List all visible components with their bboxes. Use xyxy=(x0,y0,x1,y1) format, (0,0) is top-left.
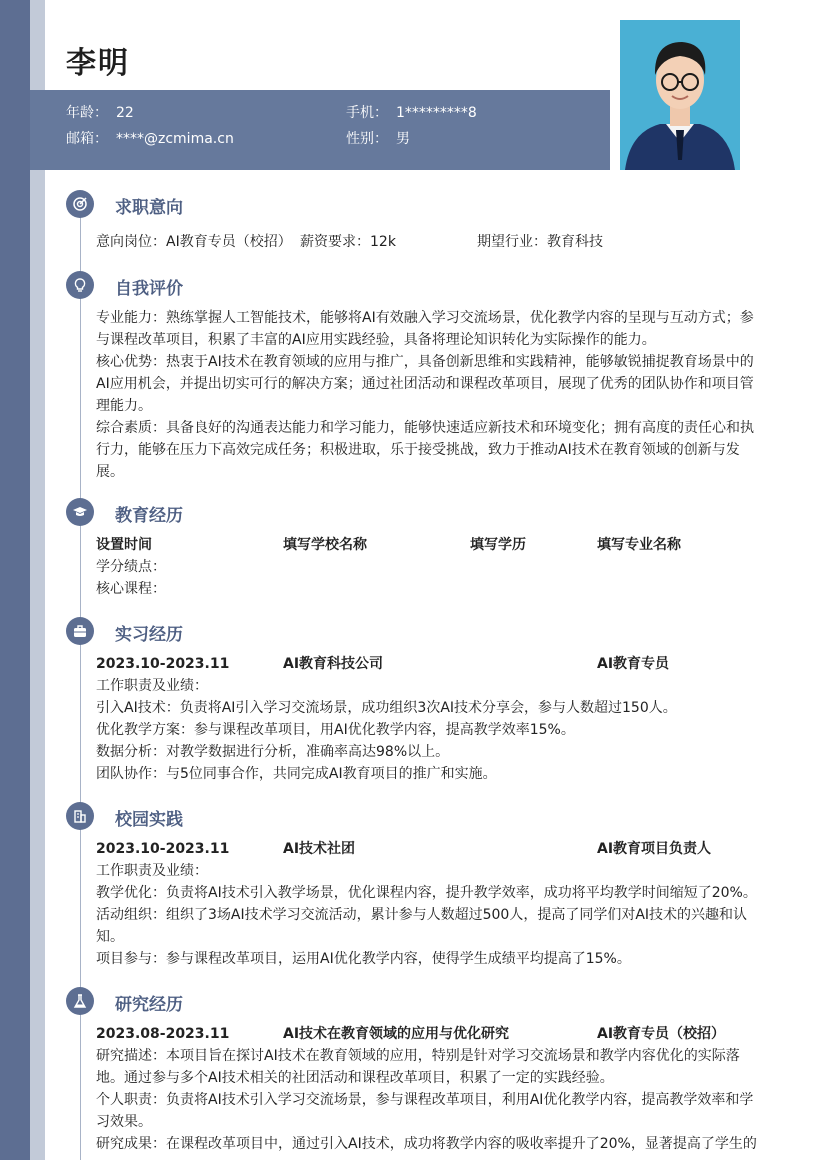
campus-line: 活动组织：组织了3场AI技术学习交流活动，累计参与人数超过500人，提高了同学们对AI技术的兴趣和认知。 xyxy=(96,907,748,945)
lightbulb-icon xyxy=(66,271,94,299)
section-title: 校园实践 xyxy=(115,810,183,830)
gender-value: 男 xyxy=(396,131,410,147)
section-campus-practice xyxy=(0,802,820,967)
section-title: 研究经历 xyxy=(115,995,183,1015)
profile-photo xyxy=(620,20,740,170)
internship-line: 引入AI技术：负责将AI引入学习交流场景，成功组织3次AI技术分享会，参与人数超过150人。 xyxy=(96,700,677,716)
intended-position: 意向岗位：AI教育专员（校招） xyxy=(96,234,292,250)
education-school: 填写学校名称 xyxy=(283,537,367,553)
campus-period: 2023.10-2023.11 xyxy=(96,841,230,857)
internship-line: 团队协作：与5位同事合作，共同完成AI教育项目的推广和实施。 xyxy=(96,766,497,782)
email-value: ****@zcmima.cn xyxy=(116,131,234,147)
section-title: 教育经历 xyxy=(115,506,183,526)
internship-period: 2023.10-2023.11 xyxy=(96,656,230,672)
research-topic: AI技术在教育领域的应用与优化研究 xyxy=(283,1026,510,1042)
phone-value: 1*********8 xyxy=(396,105,477,121)
email-label: 邮箱： xyxy=(66,131,108,147)
internship-line: 工作职责及业绩： xyxy=(96,678,208,694)
age-field xyxy=(66,102,134,122)
phone-label: 手机： xyxy=(346,105,388,121)
gender-field xyxy=(346,128,410,148)
campus-line: 工作职责及业绩： xyxy=(96,863,208,879)
internship-line: 数据分析：对教学数据进行分析，准确率高达98%以上。 xyxy=(96,744,450,760)
section-title: 自我评价 xyxy=(115,279,183,299)
flask-icon xyxy=(66,987,94,1015)
research-line: 研究成果：在课程改革项目中，通过引入AI技术，成功将教学内容的吸收率提升了20%，显著提高了学生的 xyxy=(96,1136,757,1152)
self-eval-paragraph: 核心优势：热衷于AI技术在教育领域的应用与推广，具备创新思维和实践精神，能够敏锐捕捉教育场景中的AI应用机会，并提出切实可行的解决方案；通过社团活动和课程改革项目，展现了优秀的团队协作和项目管理能力。 xyxy=(96,354,754,414)
education-major: 填写专业名称 xyxy=(597,537,681,553)
left-decor-strip xyxy=(30,0,45,1160)
self-eval-paragraph: 综合素质：具备良好的沟通表达能力和学习能力，能够快速适应新技术和环境变化；拥有高度的责任心和执行力，能够在压力下高效完成任务；积极进取，乐于接受挑战，致力于推动AI技术在教育领域的创新与发展。 xyxy=(96,420,754,480)
left-decor-bar xyxy=(0,0,30,1160)
internship-line: 优化教学方案：参与课程改革项目，用AI优化教学内容，提高教学效率15%。 xyxy=(96,722,575,738)
internship-company: AI教育科技公司 xyxy=(283,656,384,672)
self-eval-paragraph: 专业能力：熟练掌握人工智能技术，能够将AI有效融入学习交流场景，优化教学内容的呈现与互动方式；参与课程改革项目，积累了丰富的AI应用实践经验，具备将理论知识转化为实际操作的能力。 xyxy=(96,310,754,348)
section-research xyxy=(0,987,820,1152)
research-line: 个人职责：负责将AI技术引入学习交流场景，参与课程改革项目，利用AI优化教学内容，提高教学效率和学习效果。 xyxy=(96,1092,754,1130)
research-role: AI教育专员（校招） xyxy=(597,1026,726,1042)
section-job-intention xyxy=(0,190,820,250)
expected-industry: 期望行业：教育科技 xyxy=(477,234,603,250)
email-field xyxy=(66,128,234,148)
briefcase-icon xyxy=(66,617,94,645)
education-gpa: 学分绩点： xyxy=(96,559,166,575)
gender-label: 性别： xyxy=(346,131,388,147)
education-time: 设置时间 xyxy=(96,537,152,553)
campus-role: AI教育项目负责人 xyxy=(597,841,712,857)
target-icon xyxy=(66,190,94,218)
research-period: 2023.08-2023.11 xyxy=(96,1026,230,1042)
internship-role: AI教育专员 xyxy=(597,656,670,672)
campus-org: AI技术社团 xyxy=(283,841,356,857)
section-title: 求职意向 xyxy=(115,198,183,218)
section-internship xyxy=(0,617,820,782)
graduation-cap-icon xyxy=(66,498,94,526)
campus-line: 项目参与：参与课程改革项目，运用AI优化教学内容，使得学生成绩平均提高了15%。 xyxy=(96,951,631,967)
age-label: 年龄： xyxy=(66,105,108,121)
research-line: 研究描述：本项目旨在探讨AI技术在教育领域的应用，特别是针对学习交流场景和教学内容优化的实际落地。通过参与多个AI技术相关的社团活动和课程改革项目，积累了一定的实践经验。 xyxy=(96,1048,740,1086)
section-self-evaluation xyxy=(0,271,820,480)
section-education xyxy=(0,498,820,597)
education-courses: 核心课程： xyxy=(96,581,166,597)
phone-field xyxy=(346,102,477,122)
section-title: 实习经历 xyxy=(115,625,183,645)
campus-line: 教学优化：负责将AI技术引入教学场景，优化课程内容，提升教学效率，成功将平均教学时间缩短了20%。 xyxy=(96,885,757,901)
candidate-name: 李明 xyxy=(66,46,130,81)
education-degree: 填写学历 xyxy=(470,537,526,553)
age-value: 22 xyxy=(116,105,134,121)
salary-requirement: 薪资要求：12k xyxy=(300,234,396,250)
building-icon xyxy=(66,802,94,830)
